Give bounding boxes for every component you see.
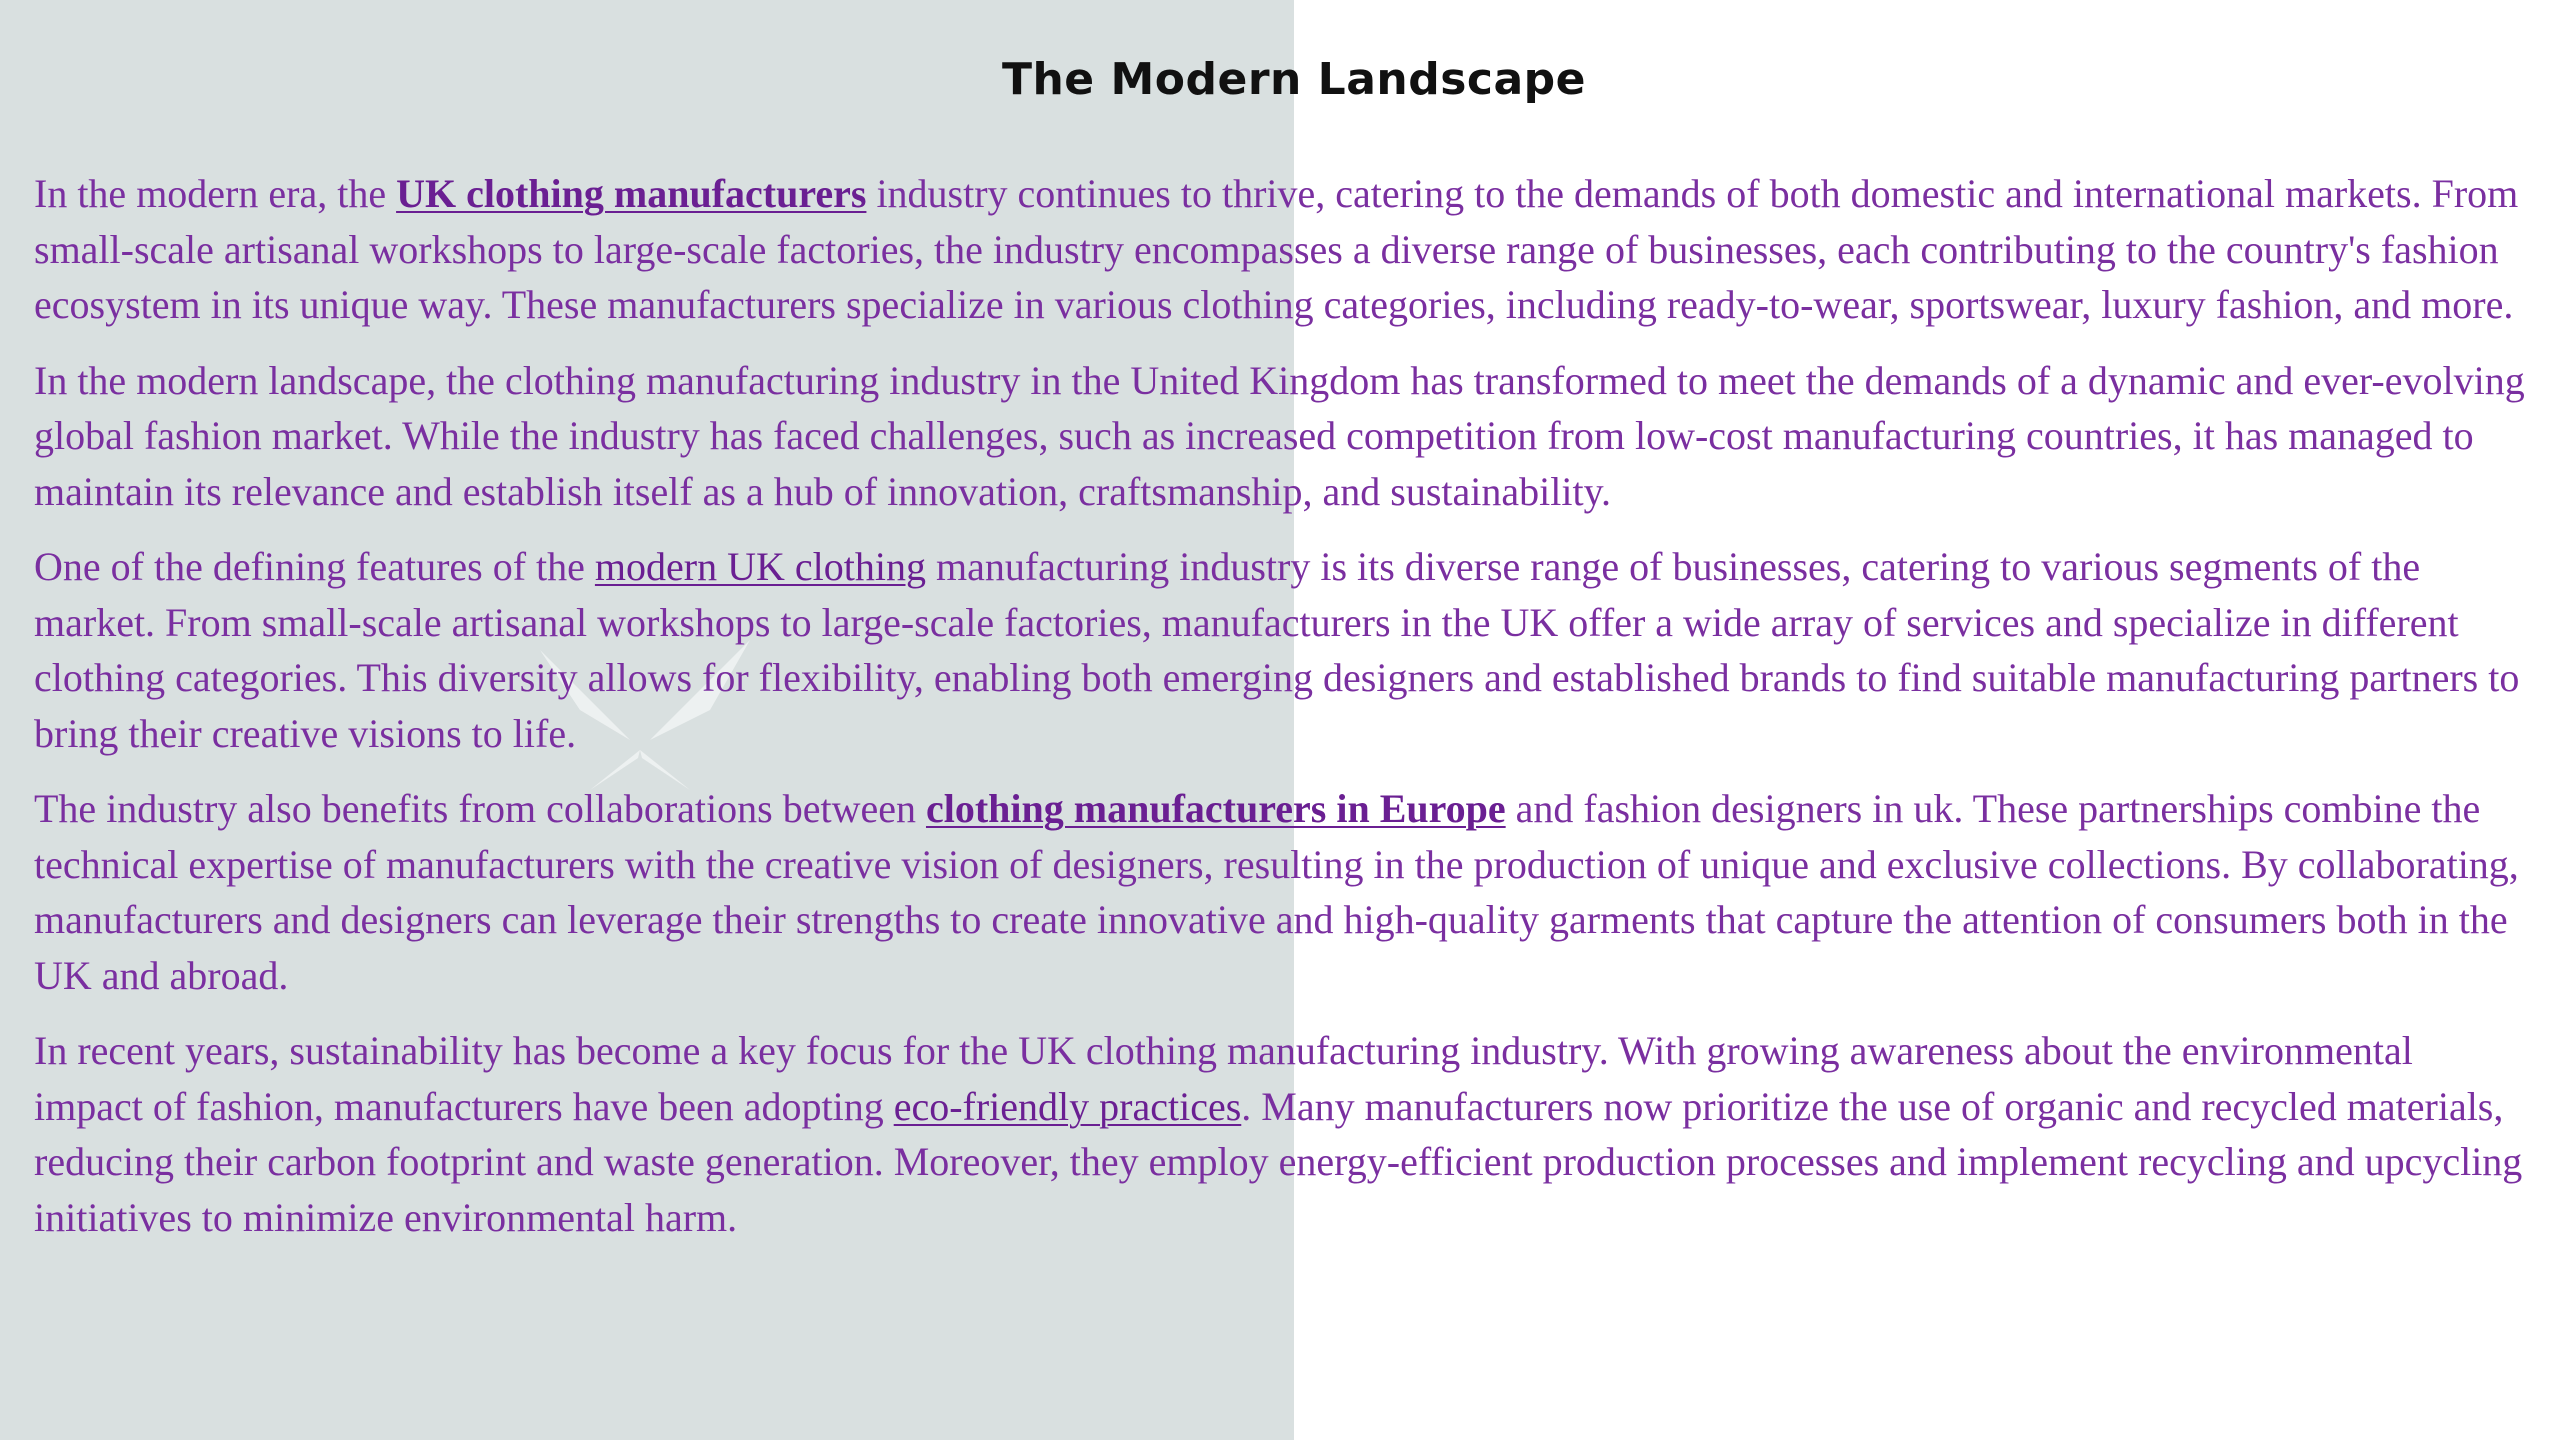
article-body: [34, 166, 2530, 1265]
paragraph-4: [34, 781, 2530, 1003]
paragraph-5-text-after: . Many manufacturers now prioritize the use of organic and recycled materials, reducing their carbon footprint and waste generation. Moreover, they employ energy-efficient production processes and implement recycling and upcycling initiatives to minimize environmental harm.: [34, 1083, 2523, 1240]
link-eco-friendly-practices[interactable]: eco-friendly practices: [893, 1083, 1242, 1129]
page-title: The Modern Landscape: [1001, 54, 1587, 105]
paragraph-5: [34, 1023, 2530, 1245]
paragraph-4-text-after: and fashion designers in uk. These partnerships combine the technical expertise of manufacturers with the creative vision of designers, resulting in the production of unique and exclusive collections. By collaborating, manufacturers and designers can leverage their strengths to create innovative and high-quality garments that capture the attention of consumers both in the UK and abroad.: [34, 786, 2519, 998]
link-uk-clothing-manufacturers[interactable]: UK clothing manufacturers: [396, 171, 867, 216]
paragraph-3: [34, 539, 2530, 761]
paragraph-1: [34, 166, 2530, 333]
paragraph-2: In the modern landscape, the clothing manufacturing industry in the United Kingdom has transformed to meet the demands of a dynamic and ever-evolving global fashion market. While the industry has faced challenges, such as increased competition from low-cost manufacturing countries, it has managed to maintain its relevance and establish itself as a hub of innovation, craftsmanship, and sustainability.: [34, 357, 2525, 514]
paragraph-1-text-after: industry continues to thrive, catering to the demands of both domestic and international markets. From small-scale artisanal workshops to large-scale factories, the industry encompasses a diverse range of businesses, each contributing to the country's fashion ecosystem in its unique way. These manufacturers specialize in various clothing categories, including ready-to-wear, sportswear, luxury fashion, and more.: [34, 171, 2519, 327]
paragraph-3-text-before: One of the defining features of the: [34, 544, 595, 589]
link-clothing-manufacturers-in-europe[interactable]: clothing manufacturers in Europe: [925, 786, 1506, 831]
paragraph-1-text-before: In the modern era, the: [34, 171, 397, 216]
link-modern-uk-clothing[interactable]: modern UK clothing: [594, 544, 926, 589]
paragraph-3-text-after: manufacturing industry is its diverse range of businesses, catering to various segments of the market. From small-scale artisanal workshops to large-scale factories, manufacturers in the UK offer a wide array of services and specialize in different clothing categories. This diversity allows for flexibility, enabling both emerging designers and established brands to find suitable manufacturing partners to bring their creative visions to life.: [34, 544, 2520, 756]
paragraph-4-text-before: The industry also benefits from collaborations between: [34, 786, 926, 831]
paragraph-5-text-before: In recent years, sustainability has become a key focus for the UK clothing manufacturing industry. With growing awareness about the environmental impact of fashion, manufacturers have been adopting: [34, 1028, 2413, 1129]
article: [34, 0, 2530, 1440]
